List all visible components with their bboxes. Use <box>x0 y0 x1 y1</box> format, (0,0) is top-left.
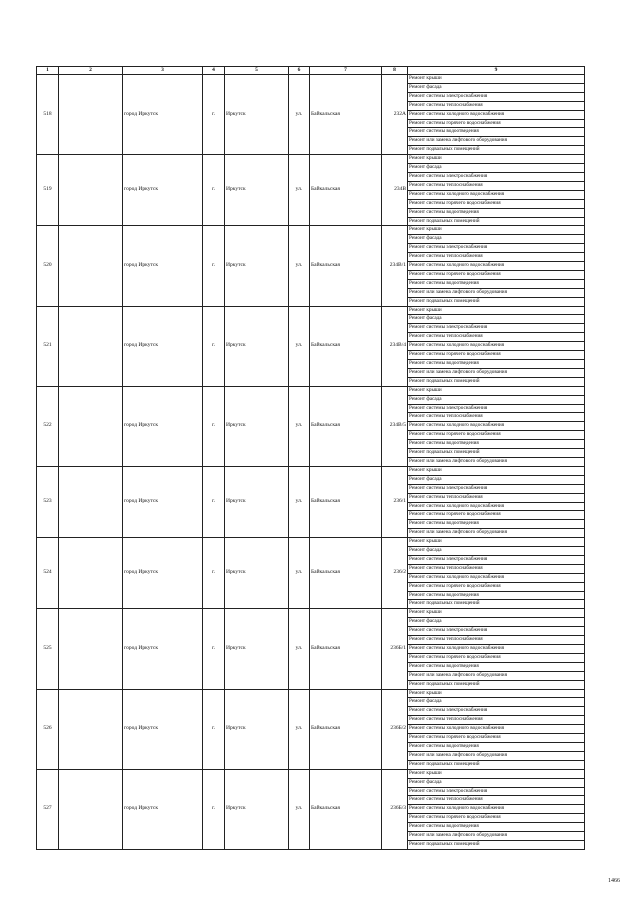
settlement-name: город Иркутск <box>123 75 203 155</box>
col-header: 5 <box>225 67 289 75</box>
house-number: 236/1 <box>382 466 408 537</box>
work-type: Ремонт системы водоотведения <box>408 440 585 449</box>
col-header: 2 <box>59 67 123 75</box>
empty-cell <box>59 689 123 769</box>
table-row <box>37 609 585 618</box>
record-number: 522 <box>37 386 59 466</box>
street-name: Байкальская <box>310 466 382 537</box>
work-type: Ремонт системы горячего водоснабжения <box>408 653 585 662</box>
record-number: 524 <box>37 538 59 609</box>
work-type: Ремонт системы электроснабжения <box>408 627 585 636</box>
work-type: Ремонт системы холодного водоснабжения <box>408 110 585 119</box>
house-number: 236Б/2 <box>382 689 408 769</box>
work-type: Ремонт системы горячего водоснабжения <box>408 199 585 208</box>
work-type: Ремонт системы электроснабжения <box>408 484 585 493</box>
work-type: Ремонт подвальных помещений <box>408 760 585 769</box>
repair-program-table <box>36 66 585 850</box>
work-type: Ремонт системы электроснабжения <box>408 404 585 413</box>
work-type: Ремонт системы водоотведения <box>408 208 585 217</box>
house-number: 234В/1 <box>382 226 408 306</box>
city-type: г. <box>203 609 225 689</box>
work-type: Ремонт подвальных помещений <box>408 600 585 609</box>
table-row <box>37 538 585 547</box>
house-number: 236/2 <box>382 538 408 609</box>
street-name: Байкальская <box>310 155 382 226</box>
col-header: 6 <box>289 67 310 75</box>
work-type: Ремонт системы водоотведения <box>408 360 585 369</box>
col-header: 8 <box>382 67 408 75</box>
record-number: 520 <box>37 226 59 306</box>
work-type: Ремонт системы холодного водоснабжения <box>408 342 585 351</box>
col-header: 7 <box>310 67 382 75</box>
table-row <box>37 306 585 315</box>
city-name: Иркутск <box>225 466 289 537</box>
street-type: ул. <box>289 155 310 226</box>
work-type: Ремонт или замена лифтового оборудования <box>408 832 585 841</box>
work-type: Ремонт крыши <box>408 538 585 547</box>
city-name: Иркутск <box>225 689 289 769</box>
work-type: Ремонт системы холодного водоснабжения <box>408 422 585 431</box>
settlement-name: город Иркутск <box>123 538 203 609</box>
work-type: Ремонт или замена лифтового оборудования <box>408 751 585 760</box>
work-type: Ремонт системы холодного водоснабжения <box>408 262 585 271</box>
work-type: Ремонт крыши <box>408 306 585 315</box>
work-type: Ремонт системы горячего водоснабжения <box>408 431 585 440</box>
street-type: ул. <box>289 386 310 466</box>
empty-cell <box>59 75 123 155</box>
work-type: Ремонт системы теплоснабжения <box>408 181 585 190</box>
table-row <box>37 386 585 395</box>
record-number: 518 <box>37 75 59 155</box>
city-name: Иркутск <box>225 386 289 466</box>
city-type: г. <box>203 466 225 537</box>
street-name: Байкальская <box>310 226 382 306</box>
work-type: Ремонт системы теплоснабжения <box>408 796 585 805</box>
work-type: Ремонт системы электроснабжения <box>408 707 585 716</box>
work-type: Ремонт системы горячего водоснабжения <box>408 119 585 128</box>
table-row <box>37 466 585 475</box>
city-type: г. <box>203 769 225 849</box>
empty-cell <box>59 386 123 466</box>
work-type: Ремонт подвальных помещений <box>408 449 585 458</box>
work-type: Ремонт системы водоотведения <box>408 591 585 600</box>
work-type: Ремонт системы электроснабжения <box>408 172 585 181</box>
city-type: г. <box>203 306 225 386</box>
work-type: Ремонт крыши <box>408 75 585 84</box>
empty-cell <box>59 538 123 609</box>
settlement-name: город Иркутск <box>123 306 203 386</box>
work-type: Ремонт фасада <box>408 778 585 787</box>
street-name: Байкальская <box>310 75 382 155</box>
empty-cell <box>59 226 123 306</box>
work-type: Ремонт системы холодного водоснабжения <box>408 573 585 582</box>
record-number: 521 <box>37 306 59 386</box>
empty-cell <box>59 306 123 386</box>
empty-cell <box>59 466 123 537</box>
work-type: Ремонт подвальных помещений <box>408 377 585 386</box>
work-type: Ремонт системы теплоснабжения <box>408 493 585 502</box>
settlement-name: город Иркутск <box>123 769 203 849</box>
work-type: Ремонт системы холодного водоснабжения <box>408 805 585 814</box>
settlement-name: город Иркутск <box>123 609 203 689</box>
work-type: Ремонт системы теплоснабжения <box>408 101 585 110</box>
city-name: Иркутск <box>225 306 289 386</box>
city-name: Иркутск <box>225 155 289 226</box>
work-type: Ремонт системы электроснабжения <box>408 555 585 564</box>
city-name: Иркутск <box>225 769 289 849</box>
page-number: 1466 <box>608 878 620 884</box>
work-type: Ремонт системы электроснабжения <box>408 92 585 101</box>
settlement-name: город Иркутск <box>123 155 203 226</box>
work-type: Ремонт системы теплоснабжения <box>408 716 585 725</box>
street-name: Байкальская <box>310 386 382 466</box>
work-type: Ремонт крыши <box>408 769 585 778</box>
work-type: Ремонт крыши <box>408 386 585 395</box>
city-type: г. <box>203 538 225 609</box>
header-row <box>37 67 585 75</box>
work-type: Ремонт фасада <box>408 475 585 484</box>
work-type: Ремонт системы холодного водоснабжения <box>408 725 585 734</box>
street-type: ул. <box>289 689 310 769</box>
city-type: г. <box>203 226 225 306</box>
record-number: 527 <box>37 769 59 849</box>
city-type: г. <box>203 386 225 466</box>
col-header: 3 <box>123 67 203 75</box>
street-name: Байкальская <box>310 306 382 386</box>
work-type: Ремонт подвальных помещений <box>408 297 585 306</box>
work-type: Ремонт системы горячего водоснабжения <box>408 351 585 360</box>
work-type: Ремонт системы горячего водоснабжения <box>408 582 585 591</box>
work-type: Ремонт системы теплоснабжения <box>408 333 585 342</box>
table-row <box>37 689 585 698</box>
settlement-name: город Иркутск <box>123 386 203 466</box>
record-number: 523 <box>37 466 59 537</box>
street-name: Байкальская <box>310 689 382 769</box>
table-row <box>37 769 585 778</box>
street-type: ул. <box>289 466 310 537</box>
table-row <box>37 155 585 164</box>
work-type: Ремонт фасада <box>408 395 585 404</box>
work-type: Ремонт системы теплоснабжения <box>408 253 585 262</box>
work-type: Ремонт или замена лифтового оборудования <box>408 137 585 146</box>
work-type: Ремонт или замена лифтового оборудования <box>408 368 585 377</box>
work-type: Ремонт системы горячего водоснабжения <box>408 734 585 743</box>
work-type: Ремонт фасада <box>408 698 585 707</box>
work-type: Ремонт системы водоотведения <box>408 742 585 751</box>
house-number: 234В/5 <box>382 386 408 466</box>
settlement-name: город Иркутск <box>123 689 203 769</box>
work-type: Ремонт крыши <box>408 689 585 698</box>
record-number: 519 <box>37 155 59 226</box>
work-type: Ремонт крыши <box>408 609 585 618</box>
record-number: 525 <box>37 609 59 689</box>
work-type: Ремонт фасада <box>408 618 585 627</box>
house-number: 236Б/1 <box>382 609 408 689</box>
street-name: Байкальская <box>310 769 382 849</box>
empty-cell <box>59 769 123 849</box>
empty-cell <box>59 609 123 689</box>
street-name: Байкальская <box>310 609 382 689</box>
work-type: Ремонт системы горячего водоснабжения <box>408 270 585 279</box>
city-name: Иркутск <box>225 75 289 155</box>
work-type: Ремонт крыши <box>408 226 585 235</box>
work-type: Ремонт фасада <box>408 83 585 92</box>
settlement-name: город Иркутск <box>123 226 203 306</box>
street-type: ул. <box>289 538 310 609</box>
work-type: Ремонт или замена лифтового оборудования <box>408 288 585 297</box>
work-type: Ремонт подвальных помещений <box>408 840 585 849</box>
street-type: ул. <box>289 609 310 689</box>
work-type: Ремонт системы холодного водоснабжения <box>408 190 585 199</box>
street-type: ул. <box>289 306 310 386</box>
city-name: Иркутск <box>225 226 289 306</box>
work-type: Ремонт системы электроснабжения <box>408 787 585 796</box>
street-name: Байкальская <box>310 538 382 609</box>
table-row <box>37 75 585 84</box>
work-type: Ремонт системы водоотведения <box>408 823 585 832</box>
city-name: Иркутск <box>225 538 289 609</box>
work-type: Ремонт системы горячего водоснабжения <box>408 814 585 823</box>
work-type: Ремонт фасада <box>408 235 585 244</box>
work-type: Ремонт системы холодного водоснабжения <box>408 645 585 654</box>
work-type: Ремонт системы горячего водоснабжения <box>408 511 585 520</box>
work-type: Ремонт системы водоотведения <box>408 520 585 529</box>
work-type: Ремонт или замена лифтового оборудования <box>408 671 585 680</box>
house-number: 236Б/3 <box>382 769 408 849</box>
settlement-name: город Иркутск <box>123 466 203 537</box>
work-type: Ремонт фасада <box>408 547 585 556</box>
city-type: г. <box>203 689 225 769</box>
work-type: Ремонт подвальных помещений <box>408 217 585 226</box>
work-type: Ремонт системы теплоснабжения <box>408 564 585 573</box>
empty-cell <box>59 155 123 226</box>
work-type: Ремонт или замена лифтового оборудования <box>408 457 585 466</box>
work-type: Ремонт крыши <box>408 466 585 475</box>
work-type: Ремонт подвальных помещений <box>408 146 585 155</box>
col-header: 1 <box>37 67 59 75</box>
work-type: Ремонт или замена лифтового оборудования <box>408 529 585 538</box>
work-type: Ремонт фасада <box>408 164 585 173</box>
street-type: ул. <box>289 226 310 306</box>
street-type: ул. <box>289 769 310 849</box>
work-type: Ремонт системы водоотведения <box>408 128 585 137</box>
work-type: Ремонт системы водоотведения <box>408 662 585 671</box>
street-type: ул. <box>289 75 310 155</box>
house-number: 234В <box>382 155 408 226</box>
record-number: 526 <box>37 689 59 769</box>
city-type: г. <box>203 155 225 226</box>
work-type: Ремонт системы теплоснабжения <box>408 413 585 422</box>
city-type: г. <box>203 75 225 155</box>
work-type: Ремонт фасада <box>408 315 585 324</box>
work-type: Ремонт подвальных помещений <box>408 680 585 689</box>
work-type: Ремонт крыши <box>408 155 585 164</box>
work-type: Ремонт системы электроснабжения <box>408 244 585 253</box>
work-type: Ремонт системы водоотведения <box>408 279 585 288</box>
col-header: 9 <box>408 67 585 75</box>
table-row <box>37 226 585 235</box>
work-type: Ремонт системы холодного водоснабжения <box>408 502 585 511</box>
city-name: Иркутск <box>225 609 289 689</box>
work-type: Ремонт системы электроснабжения <box>408 324 585 333</box>
house-number: 234В/4 <box>382 306 408 386</box>
work-type: Ремонт системы теплоснабжения <box>408 636 585 645</box>
col-header: 4 <box>203 67 225 75</box>
house-number: 232А <box>382 75 408 155</box>
